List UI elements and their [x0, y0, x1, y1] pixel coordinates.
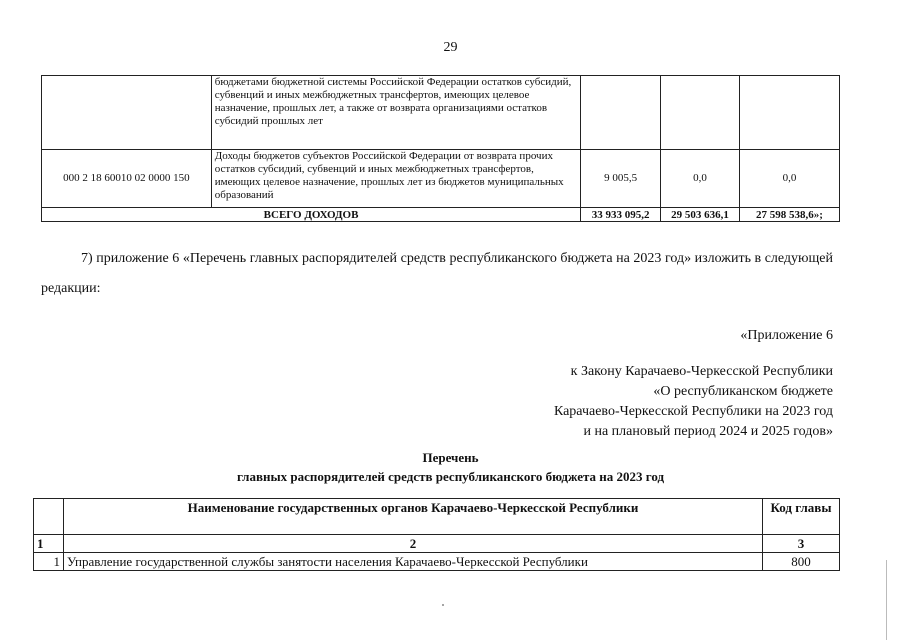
- table-index-row: [34, 535, 840, 553]
- managers-table: [33, 498, 840, 571]
- total-2025: 27 598 538,6»;: [740, 208, 840, 222]
- amendment-paragraph: [41, 244, 833, 304]
- header-number-cell: [34, 499, 64, 535]
- revenue-2023-cell: [581, 76, 661, 150]
- scan-speck: [442, 604, 444, 606]
- revenue-table: [41, 75, 840, 222]
- index-cell: 3: [763, 535, 840, 553]
- list-heading-line1: Перечень: [422, 450, 479, 465]
- table-row: [42, 150, 840, 208]
- total-2024: 29 503 636,1: [661, 208, 740, 222]
- appendix-reference: [554, 362, 833, 442]
- appendix-title: «Приложение 6: [740, 328, 833, 343]
- header-name-cell: Наименование государственных органов Карачаево-Черкесской Республики: [64, 499, 763, 535]
- total-2023: 33 933 095,2: [581, 208, 661, 222]
- appendix-line: к Закону Карачаево-Черкесской Республики: [570, 364, 833, 379]
- appendix-line: и на плановый период 2024 и 2025 годов»: [583, 424, 833, 439]
- index-cell: 2: [64, 535, 763, 553]
- table-header-row: [34, 499, 840, 535]
- appendix-line: «О республиканском бюджете: [653, 384, 833, 399]
- table-row: [34, 553, 840, 571]
- revenue-code-cell: [42, 76, 212, 150]
- scan-edge-mark: [886, 560, 887, 640]
- revenue-description-cell: Доходы бюджетов субъектов Российской Федерации от возврата прочих остатков субсидий, субвенций и иных межбюджетных трансфертов, имеющих целевое назначение, прошлых лет из бюджетов муниципальных образований: [211, 150, 580, 208]
- list-heading: [0, 448, 901, 486]
- revenue-description-cell: бюджетами бюджетной системы Российской Федерации остатков субсидий, субвенций и иных межбюджетных трансфертов, имеющих целевое назначение, прошлых лет, а также от возврата организациями остатков субсидий прошлых лет: [211, 76, 580, 150]
- revenue-2025-cell: 0,0: [740, 150, 840, 208]
- row-name-cell: Управление государственной службы занятости населения Карачаево-Черкесской Республики: [64, 553, 763, 571]
- row-code-cell: 800: [763, 553, 840, 571]
- index-cell: 1: [34, 535, 64, 553]
- appendix-line: Карачаево-Черкесской Республики на 2023 год: [553, 404, 833, 419]
- revenue-2025-cell: [740, 76, 840, 150]
- table-row: [42, 76, 840, 150]
- amendment-paragraph-text: 7) приложение 6 «Перечень главных распорядителей средств республиканского бюджета на 2023 год» изложить в следующей редакции:: [41, 251, 833, 296]
- total-row: [42, 208, 840, 222]
- revenue-2024-cell: [661, 76, 740, 150]
- revenue-code-cell: 000 2 18 60010 02 0000 150: [42, 150, 212, 208]
- page-number: 29: [443, 40, 458, 55]
- header-code-cell: Код главы: [763, 499, 840, 535]
- revenue-2023-cell: 9 005,5: [581, 150, 661, 208]
- list-heading-line2: главных распорядителей средств республиканского бюджета на 2023 год: [236, 469, 665, 484]
- total-label: ВСЕГО ДОХОДОВ: [42, 208, 581, 222]
- row-number-cell: 1: [34, 553, 64, 571]
- revenue-2024-cell: 0,0: [661, 150, 740, 208]
